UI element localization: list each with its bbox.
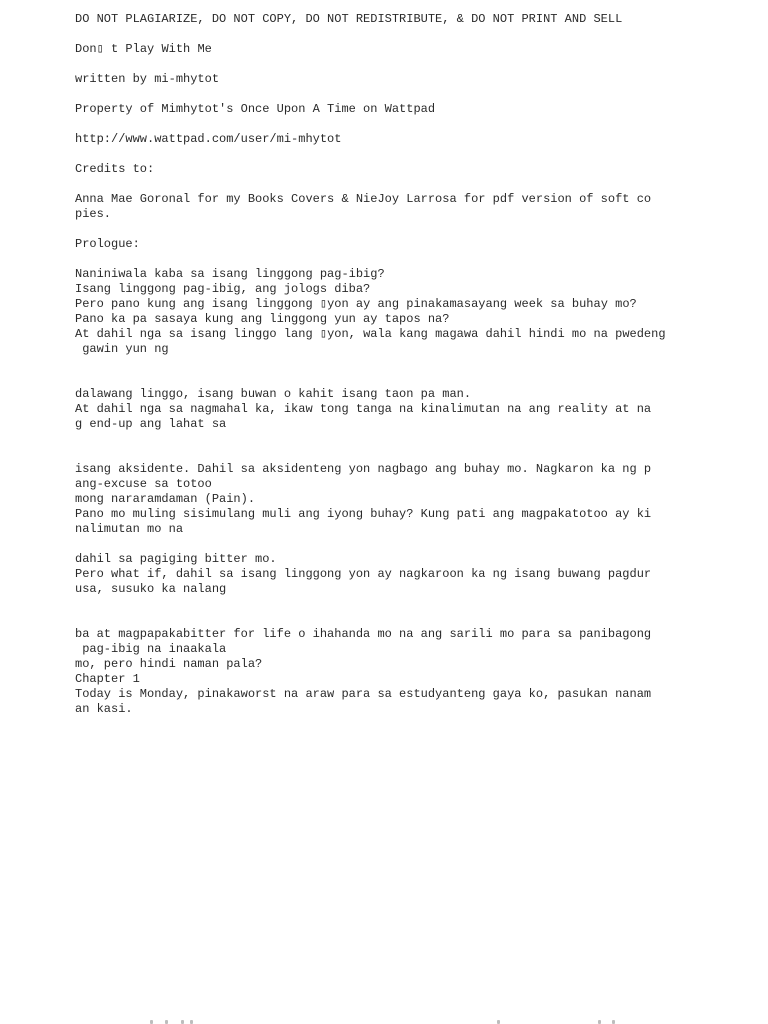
- text-line: ba at magpapakabitter for life o ihahanda mo na ang sarili mo para sa panibagong: [75, 627, 652, 641]
- blank-line: [75, 27, 755, 42]
- text-fragment: [598, 1020, 601, 1024]
- blank-line: [75, 597, 755, 612]
- text-line: dahil sa pagiging bitter mo.: [75, 552, 277, 566]
- blank-line: [75, 537, 755, 552]
- blank-line: [75, 432, 755, 447]
- blank-line: [75, 357, 755, 372]
- text-line: At dahil nga sa isang linggo lang ▯yon, wala kang magawa dahil hindi mo na pwedeng: [75, 327, 666, 341]
- text-line: Naniniwala kaba sa isang linggong pag-ibig?: [75, 267, 385, 281]
- text-fragment: [150, 1020, 153, 1024]
- text-line: Property of Mimhytot's Once Upon A Time on Wattpad: [75, 102, 436, 116]
- text-line: Credits to:: [75, 162, 155, 176]
- text-line: Isang linggong pag-ibig, ang jologs diba?: [75, 282, 371, 296]
- text-line: isang aksidente. Dahil sa aksidenteng yon nagbago ang buhay mo. Nagkaron ka ng p: [75, 462, 652, 476]
- text-line: DO NOT PLAGIARIZE, DO NOT COPY, DO NOT REDISTRIBUTE, & DO NOT PRINT AND SELL: [75, 12, 623, 26]
- text-fragment: [181, 1020, 184, 1024]
- blank-line: [75, 222, 755, 237]
- text-line: pag-ibig na inaakala: [75, 642, 227, 656]
- blank-line: [75, 177, 755, 192]
- text-line: Don▯ t Play With Me: [75, 42, 212, 56]
- text-line: At dahil nga sa nagmahal ka, ikaw tong tanga na kinalimutan na ang reality at na: [75, 402, 652, 416]
- text-line: Prologue:: [75, 237, 140, 251]
- text-line: Pano ka pa sasaya kung ang linggong yun ay tapos na?: [75, 312, 450, 326]
- next-page-text-edge: [0, 1016, 768, 1024]
- text-fragment: [612, 1020, 615, 1024]
- blank-line: [75, 147, 755, 162]
- blank-line: [75, 447, 755, 462]
- document-body: [75, 12, 755, 717]
- text-line: Pero what if, dahil sa isang linggong yon ay nagkaroon ka ng isang buwang pagdur: [75, 567, 652, 581]
- blank-line: [75, 87, 755, 102]
- text-line: Anna Mae Goronal for my Books Covers & NieJoy Larrosa for pdf version of soft co: [75, 192, 652, 206]
- text-line: ang-excuse sa totoo: [75, 477, 212, 491]
- text-line: Today is Monday, pinakaworst na araw para sa estudyanteng gaya ko, pasukan nanam: [75, 687, 652, 701]
- text-fragment: [190, 1020, 193, 1024]
- text-fragment: [497, 1020, 500, 1024]
- text-line: Chapter 1: [75, 672, 140, 686]
- text-line: an kasi.: [75, 702, 133, 716]
- text-line: mo, pero hindi naman pala?: [75, 657, 263, 671]
- blank-line: [75, 117, 755, 132]
- text-fragment: [165, 1020, 168, 1024]
- blank-line: [75, 372, 755, 387]
- text-line: gawin yun ng: [75, 342, 169, 356]
- text-line: dalawang linggo, isang buwan o kahit isang taon pa man.: [75, 387, 472, 401]
- blank-line: [75, 252, 755, 267]
- text-line: nalimutan mo na: [75, 522, 184, 536]
- text-line: usa, susuko ka nalang: [75, 582, 227, 596]
- text-line: written by mi-mhytot: [75, 72, 220, 86]
- text-line: g end-up ang lahat sa: [75, 417, 227, 431]
- text-line: http://www.wattpad.com/user/mi-mhytot: [75, 132, 342, 146]
- blank-line: [75, 612, 755, 627]
- text-line: Pero pano kung ang isang linggong ▯yon ay ang pinakamasayang week sa buhay mo?: [75, 297, 637, 311]
- text-line: Pano mo muling sisimulang muli ang iyong buhay? Kung pati ang magpakatotoo ay ki: [75, 507, 652, 521]
- text-line: pies.: [75, 207, 112, 221]
- blank-line: [75, 57, 755, 72]
- text-line: mong nararamdaman (Pain).: [75, 492, 256, 506]
